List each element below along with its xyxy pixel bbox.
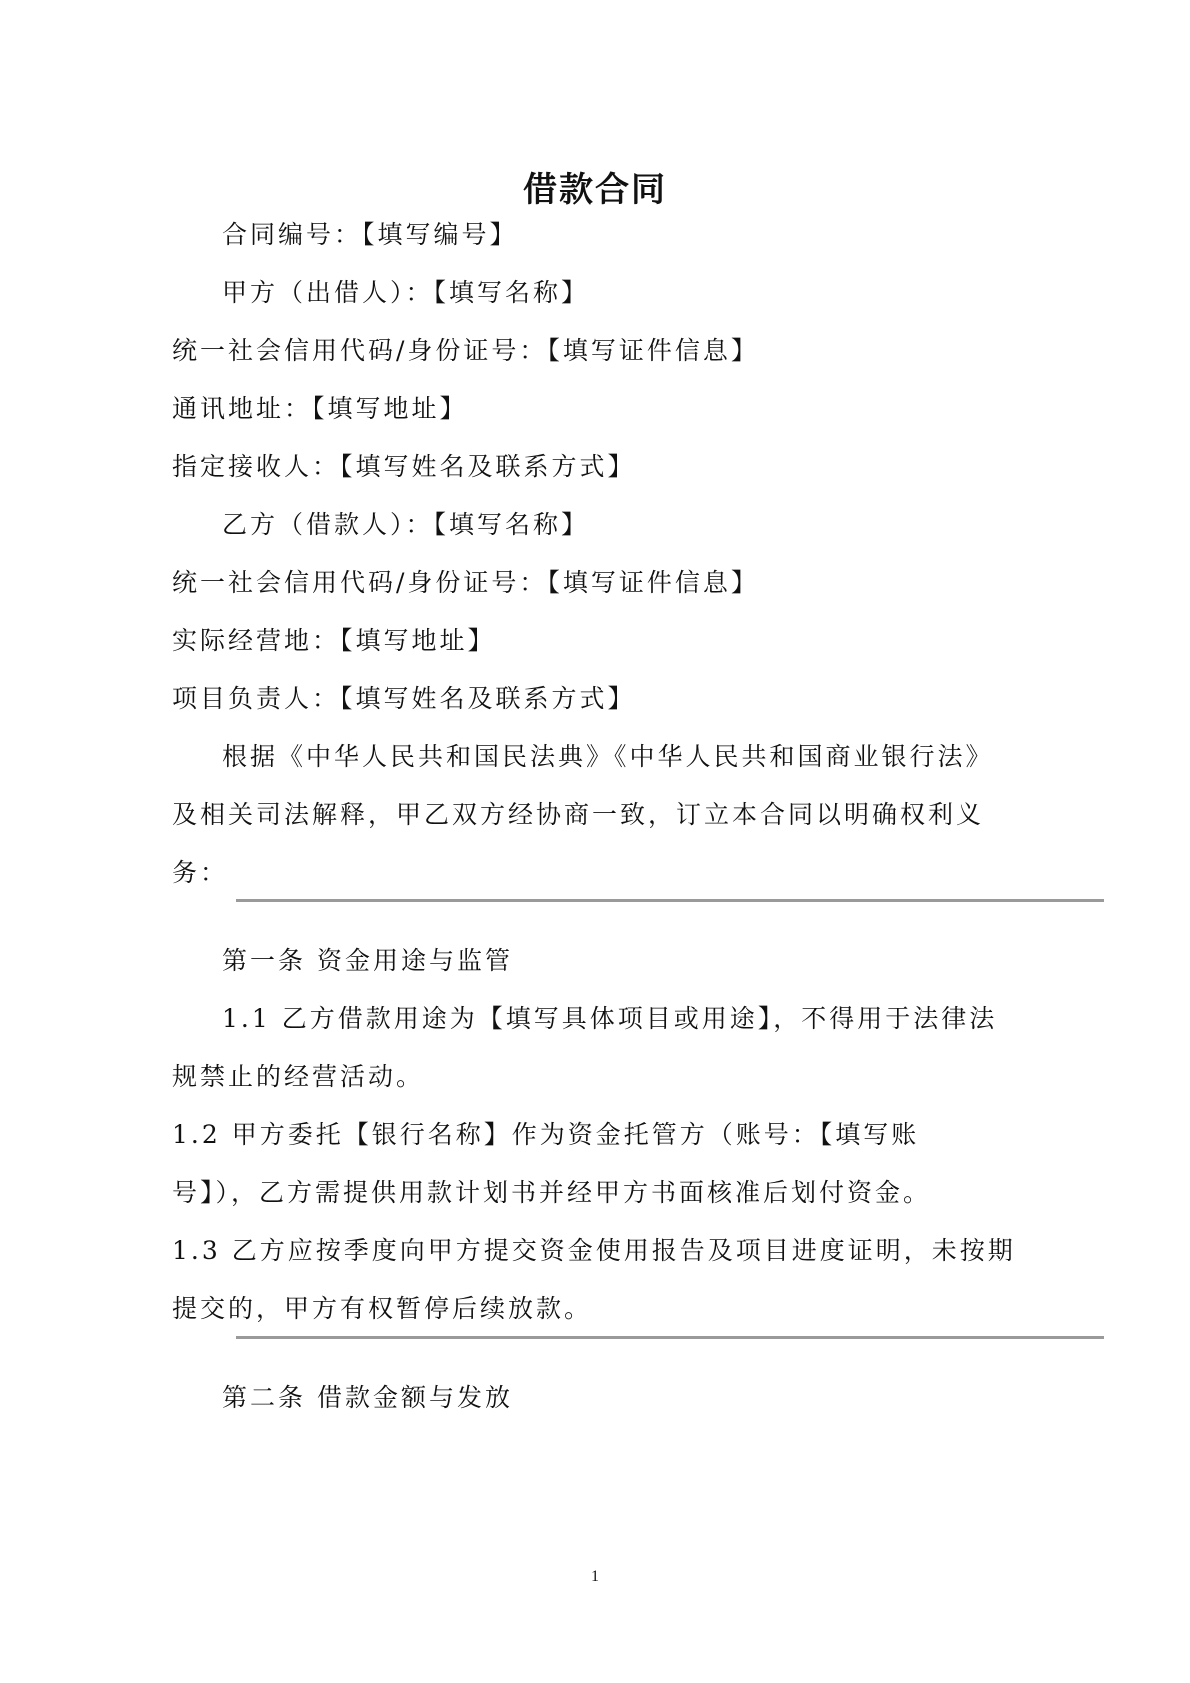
clause-1-3-line-2: 提交的，甲方有权暂停后续放款。: [172, 1294, 593, 1323]
section-divider: [236, 899, 1104, 902]
party-b-place-line: 实际经营地：【填写地址】: [172, 626, 496, 655]
clause-1-3-line-1: 1.3 乙方应按季度向甲方提交资金使用报告及项目进度证明，未按期: [172, 1236, 1016, 1265]
section-divider: [236, 1336, 1104, 1339]
preamble-line-3: 务：: [172, 858, 229, 887]
clause-1-1-line-2: 规禁止的经营活动。: [172, 1062, 425, 1091]
party-a-id-line: 统一社会信用代码/身份证号：【填写证件信息】: [172, 336, 759, 365]
party-b-line: 乙方（借款人）：【填写名称】: [222, 510, 590, 539]
party-b-manager-line: 项目负责人：【填写姓名及联系方式】: [172, 684, 636, 713]
preamble-line-1: 根据《中华人民共和国民法典》《中华人民共和国商业银行法》: [222, 742, 994, 771]
clause-1-1-line-1: 1.1 乙方借款用途为【填写具体项目或用途】，不得用于法律法: [222, 1004, 998, 1033]
preamble-line-2: 及相关司法解释，甲乙双方经协商一致，订立本合同以明确权利义: [172, 800, 985, 829]
party-b-id-line: 统一社会信用代码/身份证号：【填写证件信息】: [172, 568, 759, 597]
clause-1-2-line-2: 号】），乙方需提供用款计划书并经甲方书面核准后划付资金。: [172, 1178, 932, 1207]
party-a-line: 甲方（出借人）：【填写名称】: [222, 278, 590, 307]
party-a-receiver-line: 指定接收人：【填写姓名及联系方式】: [172, 452, 636, 481]
contract-number-line: 合同编号：【填写编号】: [222, 220, 518, 249]
document-title: 借款合同: [523, 170, 667, 210]
page-number: 1: [591, 1568, 599, 1585]
party-a-address-line: 通讯地址：【填写地址】: [172, 394, 468, 423]
article-2-heading: 第二条 借款金额与发放: [222, 1383, 513, 1412]
clause-1-2-line-1: 1.2 甲方委托【银行名称】作为资金托管方（账号：【填写账: [172, 1120, 920, 1149]
article-1-heading: 第一条 资金用途与监管: [222, 946, 513, 975]
